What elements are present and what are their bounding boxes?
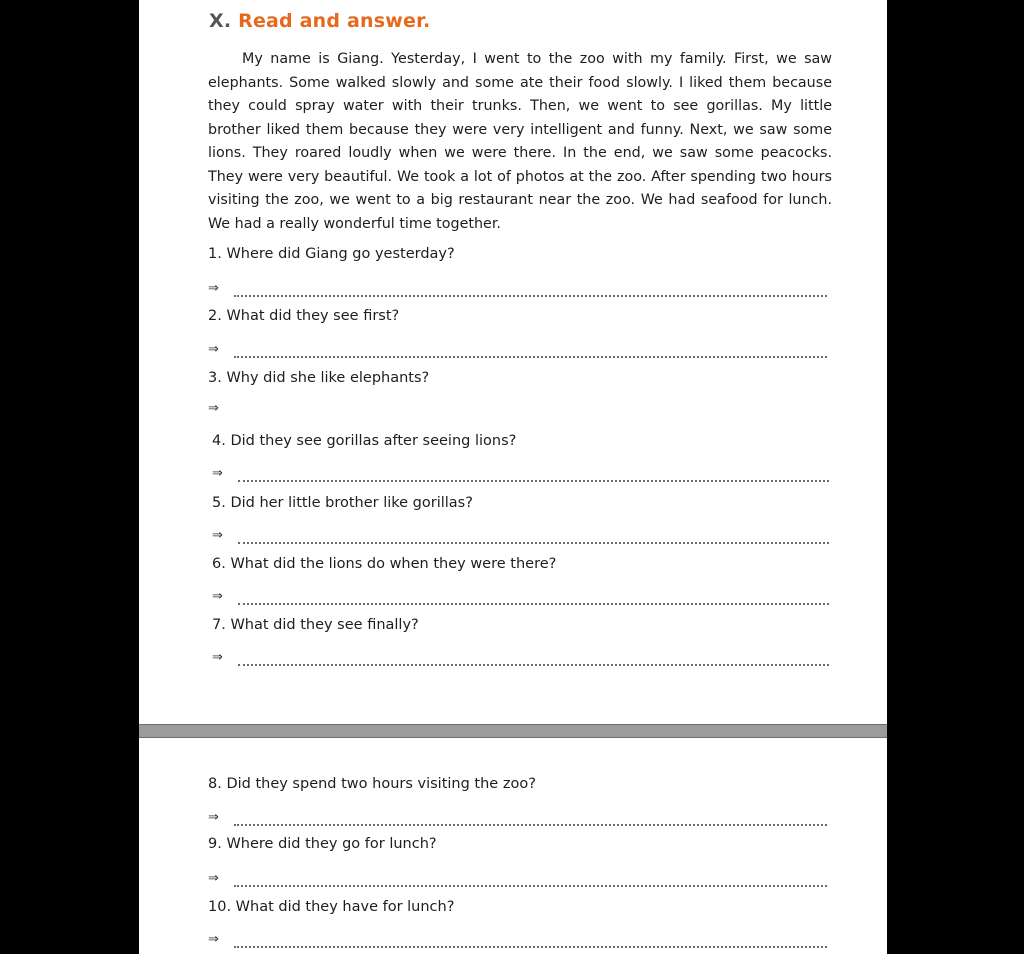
arrow-icon: ⇒ [208, 401, 219, 416]
arrow-icon: ⇒ [208, 810, 219, 825]
answer-line-3[interactable] [208, 399, 232, 417]
arrow-icon: ⇒ [208, 342, 219, 357]
dotted-line [238, 660, 829, 666]
question-5: 5. Did her little brother like gorillas? [212, 495, 473, 511]
question-3: 3. Why did she like elephants? [208, 370, 430, 386]
worksheet-page-2 [139, 738, 887, 954]
exercise-title [209, 10, 430, 32]
question-2: 2. What did they see first? [208, 308, 400, 324]
question-6: 6. What did the lions do when they were there? [212, 556, 557, 572]
arrow-icon: ⇒ [208, 932, 219, 947]
dotted-line [234, 881, 827, 887]
dotted-line [238, 476, 829, 482]
answer-line-7[interactable] [212, 648, 829, 666]
page-separator [139, 724, 887, 738]
dotted-line [234, 291, 827, 297]
answer-line-9[interactable] [208, 869, 827, 887]
answer-line-1[interactable] [208, 279, 827, 297]
answer-line-2[interactable] [208, 340, 827, 358]
question-4: 4. Did they see gorillas after seeing lions? [212, 433, 517, 449]
arrow-icon: ⇒ [208, 281, 219, 296]
answer-line-6[interactable] [212, 587, 829, 605]
answer-line-8[interactable] [208, 808, 827, 826]
exercise-instruction: Read and answer. [238, 10, 431, 32]
worksheet-page-1 [139, 0, 887, 724]
answer-line-4[interactable] [212, 464, 829, 482]
question-8: 8. Did they spend two hours visiting the zoo? [208, 776, 536, 792]
arrow-icon: ⇒ [212, 528, 223, 543]
dotted-line [234, 820, 827, 826]
answer-line-5[interactable] [212, 526, 829, 544]
arrow-icon: ⇒ [208, 871, 219, 886]
question-10: 10. What did they have for lunch? [208, 899, 455, 915]
dotted-line [238, 538, 829, 544]
arrow-icon: ⇒ [212, 650, 223, 665]
question-9: 9. Where did they go for lunch? [208, 836, 437, 852]
question-1: 1. Where did Giang go yesterday? [208, 246, 455, 262]
arrow-icon: ⇒ [212, 466, 223, 481]
answer-line-10[interactable] [208, 930, 827, 948]
reading-passage: My name is Giang. Yesterday, I went to the zoo with my family. First, we saw elephants. Some walked slowly and some ate their food slowly. I liked them because they could spray water with their trunks. Then, we went to see gorillas. My little brother liked them because they were very intelligent and funny. Next, we saw some lions. They roared loudly when we were there. In the end, we saw some peacocks. They were very beautiful. We took a lot of photos at the zoo. After spending two hours visiting the zoo, we went to a big restaurant near the zoo. We had seafood for lunch. We had a really wonderful time together. [208, 51, 832, 232]
exercise-number: X. [209, 10, 232, 32]
dotted-line [234, 352, 827, 358]
arrow-icon: ⇒ [212, 589, 223, 604]
question-7: 7. What did they see finally? [212, 617, 419, 633]
dotted-line [238, 599, 829, 605]
dotted-line [234, 942, 827, 948]
